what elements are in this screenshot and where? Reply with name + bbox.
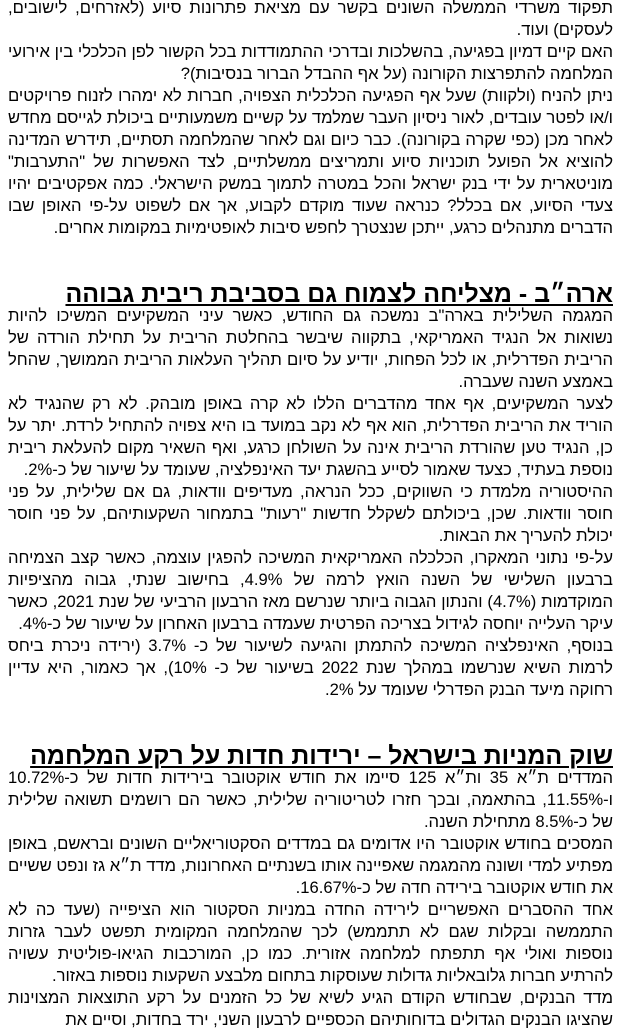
us-paragraph-1: המגמה השלילית בארה"ב נמשכה גם החודש, כאשר עיני המשקיעים המשיכו להיות נשואות אל הנגיד האמריקאי, בתקווה שיבשר בהחלטת הריבית על תחילת הורדה של הריבית הפדרלית, או לכל הפחות, יודיע על סיום תהליך העלאות הריבית הממושך, שהחל באמצע השנה שעברה. <box>8 306 613 391</box>
israel-paragraph-2: המסכים בחודש אוקטובר היו אדומים גם במדדים הסקטוריאליים השונים ובראשם, באופן מפתיע למדי ושונה מהמגמה שאפיינה אותו בשנתיים האחרונות, מדד ת״א גז ונפט ששיים את חודש אוקטובר בירידה חדה של כ-16.67%. <box>8 834 613 897</box>
intro-paragraph-1: תפקוד משרדי הממשלה השונים בקשר עם מציאת פתרונות סיוע (לאזרחים, לישובים, לעסקים) ועוד. <box>8 0 613 39</box>
us-paragraph-5: בנוסף, האינפלציה המשיכה להתמתן והגיעה לשיעור של כ- 3.7% (ירידה ניכרת ביחס לרמות השיא שנרשמו במהלך שנת 2022 בשיעור של כ- 10%), אך כאמור, היא עדיין רחוקה מיעד הבנק הפדרלי שעומד על 2%. <box>8 636 613 699</box>
us-paragraph-3: ההיסטוריה מלמדת כי השווקים, ככל הנראה, מעדיפים וודאות, גם אם שלילית, על פני חוסר וודאות. שכן, ביכולתם לשקלל חדשות "רעות" בתמחור השקעותיהם, על פני חוסר יכולת להעריך את הבאות. <box>8 482 613 545</box>
us-paragraph-4: על-פי נתוני המאקרו, הכלכלה האמריקאית המשיכה להפגין עוצמה, כאשר קצב הצמיחה ברבעון השלישי של השנה הואץ לרמה של 4.9%, בחישוב שנתי, גבוה מהציפיות המוקדמות (4.7%) והנתון הגבוה ביותר שנרשם מאז הרבעון הרביעי של שנת 2021, כאשר עיקר העלייה יוחסה לגידול בצריכה הפרטית שעמדה ברבעון האחרון על שיעור של כ-4%. <box>8 548 614 633</box>
israel-paragraph-4: מדד הבנקים, שבחודש הקודם הגיע לשיא של כל הזמנים על רקע התוצאות המצוינות שהציגו הבנקים הגדולים בדוחותיהם הכספיים לרבעון השני, ירד בחדות, וסיים את <box>8 988 613 1029</box>
section-spacer <box>8 701 613 745</box>
israel-paragraph-1: המדדים ת״א 35 ות״א 125 סיימו את חודש אוקטובר בירידות חדות של כ-10.72% ו-11.55%, בהתאמה, ובכך חזרו לטריטוריה שלילית, כאשר הם רושמים תשואה שלילית של כ-8.5% מתחילת השנה. <box>8 768 613 831</box>
section-heading-us: ארה״ב - מצליחה לצמוח גם בסביבת ריבית גבוהה <box>65 280 613 308</box>
israel-paragraph-3: אחד ההסברים האפשריים לירידה החדה במניות הסקטור הוא הציפייה (שעד כה לא התממשה ובקלות שגם לא תתממש) לכך שהמלחמה המקומית תפשט לעבר גזרות נוספות ואולי אף תתפתח למלחמה אזורית. כמו כן, המורכבות הגיאו-פוליטית עשויה להרתיע חברות גלובאליות גדולות שעוסקות בתחום מלבצע השקעות נוספות באזור. <box>8 900 613 985</box>
intro-paragraph-3: ניתן להניח (ולקוות) שעל אף הפגיעה הכלכלית הצפויה, חברות לא ימהרו לזנוח פרויקטים ו/או לפטר עובדים, לאור ניסיון העבר שמלמד על קשיים משמעותיים ביכולת לגייסם מחדש לאחר מכן (כפי שקרה בקורונה). כבר כיום וגם לאחר שהמלחמה תסתיים, תידרש המדינה להוציא אל הפועל תוכניות סיוע ותמריצים ממשלתיים, לצד האפשרות של "התערבות" מוניטארית על ידי בנק ישראל והכל במטרה לתמוך במשק הישראלי. כמה אפקטיבים יהיו צעדי הסיוע, אם בכלל? כנראה שעוד מוקדם לקבוע, אך אם לשפוט על-פי האופן שבו הדברים מתנהלים כרגע, ייתכן שנצטרך לחפש סיבות לאופטימיות במקומות אחרים. <box>8 86 613 237</box>
section-heading-israel: שוק המניות בישראל – ירידות חדות על רקע המלחמה <box>30 742 613 770</box>
intro-paragraph-2: האם קיים דמיון בפגיעה, בהשלכות ובדרכי ההתמודדות בכל הקשור לפן הכלכלי בין אירועי המלחמה להתפרצות הקורונה (על אף ההבדל הברור בנסיבות)? <box>8 42 613 83</box>
section-spacer <box>8 239 613 283</box>
us-paragraph-2: לצער המשקיעים, אף אחד מהדברים הללו לא קרה באופן מובהק. לא רק שהנגיד לא הוריד את הריבית הפדרלית, הוא אף לא נקב במועד בו היא צפויה להתחיל לרדת. יתר על כן, הנגיד טען שהורדת הריבית אינה על השולחן כרגע, ואף השאיר מקום להעלאת ריבית נוספת בעתיד, כצעד שאמור לסייע בהשגת יעד האינפלציה, שעומד על שיעור של כ-2%. <box>8 394 613 479</box>
